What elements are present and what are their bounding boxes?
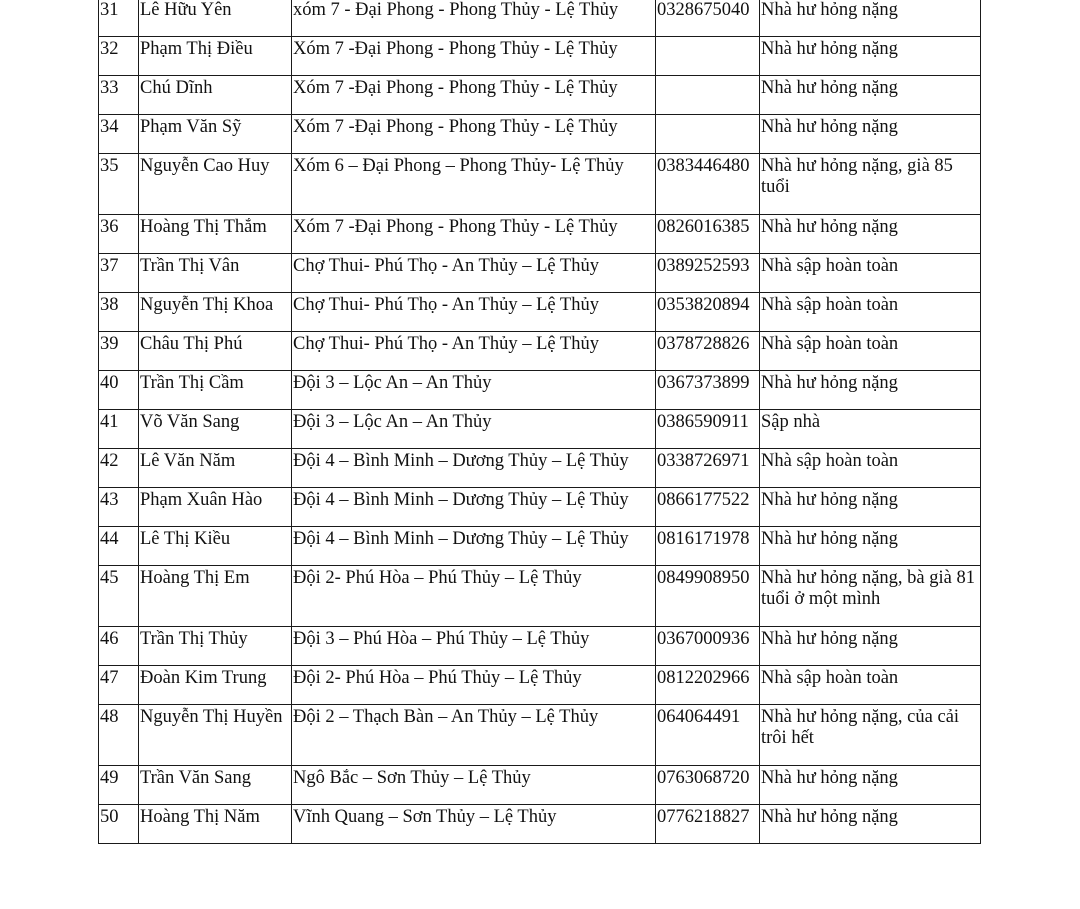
table-row [99,37,981,76]
table-row [99,215,981,254]
cell-name: Châu Thị Phú [139,332,292,371]
cell-note: Nhà hư hỏng nặng [760,627,981,666]
cell-no: 34 [99,115,139,154]
cell-phone: 0826016385 [656,215,760,254]
cell-address: Xóm 6 – Đại Phong – Phong Thủy- Lệ Thủy [292,154,656,215]
cell-note: Nhà hư hỏng nặng [760,371,981,410]
cell-no: 48 [99,705,139,766]
cell-no: 31 [99,0,139,37]
table-row [99,805,981,844]
cell-address: Ngô Bắc – Sơn Thủy – Lệ Thủy [292,766,656,805]
cell-address: Đội 3 – Lộc An – An Thủy [292,410,656,449]
cell-phone: 0812202966 [656,666,760,705]
cell-note: Nhà hư hỏng nặng, bà già 81 tuổi ở một mình [760,566,981,627]
relief-list-table [98,0,981,844]
cell-address: Đội 4 – Bình Minh – Dương Thủy – Lệ Thủy [292,488,656,527]
cell-name: Võ Văn Sang [139,410,292,449]
cell-no: 44 [99,527,139,566]
cell-no: 37 [99,254,139,293]
cell-phone: 0849908950 [656,566,760,627]
cell-phone [656,37,760,76]
cell-name: Lê Hữu Yên [139,0,292,37]
cell-address: Xóm 7 -Đại Phong - Phong Thủy - Lệ Thủy [292,115,656,154]
cell-name: Phạm Văn Sỹ [139,115,292,154]
cell-address: Đội 2 – Thạch Bàn – An Thủy – Lệ Thủy [292,705,656,766]
cell-no: 35 [99,154,139,215]
cell-address: Xóm 7 -Đại Phong - Phong Thủy - Lệ Thủy [292,76,656,115]
cell-address: Vĩnh Quang – Sơn Thủy – Lệ Thủy [292,805,656,844]
cell-name: Nguyễn Thị Huyền [139,705,292,766]
cell-note: Nhà hư hỏng nặng [760,488,981,527]
table-row [99,115,981,154]
cell-no: 40 [99,371,139,410]
cell-address: Đội 2- Phú Hòa – Phú Thủy – Lệ Thủy [292,566,656,627]
cell-phone: 0367000936 [656,627,760,666]
cell-address: Chợ Thui- Phú Thọ - An Thủy – Lệ Thủy [292,332,656,371]
cell-phone: 0866177522 [656,488,760,527]
cell-address: xóm 7 - Đại Phong - Phong Thủy - Lệ Thủy [292,0,656,37]
cell-name: Nguyễn Cao Huy [139,154,292,215]
cell-phone [656,115,760,154]
cell-note: Nhà hư hỏng nặng, già 85 tuổi [760,154,981,215]
table-row [99,766,981,805]
cell-name: Hoàng Thị Em [139,566,292,627]
cell-note: Nhà hư hỏng nặng [760,527,981,566]
cell-note: Nhà hư hỏng nặng [760,805,981,844]
cell-name: Nguyễn Thị Khoa [139,293,292,332]
cell-name: Phạm Xuân Hào [139,488,292,527]
cell-name: Lê Văn Năm [139,449,292,488]
cell-no: 46 [99,627,139,666]
cell-note: Nhà sập hoàn toàn [760,666,981,705]
cell-no: 36 [99,215,139,254]
cell-no: 47 [99,666,139,705]
table-row [99,527,981,566]
table-row [99,371,981,410]
table-row [99,488,981,527]
cell-note: Nhà sập hoàn toàn [760,293,981,332]
table-row [99,293,981,332]
cell-note: Nhà hư hỏng nặng, của cải trôi hết [760,705,981,766]
table-row [99,666,981,705]
cell-name: Hoàng Thị Năm [139,805,292,844]
cell-name: Trần Thị Cầm [139,371,292,410]
cell-address: Xóm 7 -Đại Phong - Phong Thủy - Lệ Thủy [292,37,656,76]
cell-name: Trần Thị Thủy [139,627,292,666]
cell-no: 50 [99,805,139,844]
cell-address: Đội 3 – Lộc An – An Thủy [292,371,656,410]
table-row [99,410,981,449]
cell-phone: 0353820894 [656,293,760,332]
cell-note: Nhà hư hỏng nặng [760,37,981,76]
cell-note: Nhà hư hỏng nặng [760,215,981,254]
cell-address: Đội 4 – Bình Minh – Dương Thủy – Lệ Thủy [292,527,656,566]
cell-phone: 0328675040 [656,0,760,37]
cell-phone: 0378728826 [656,332,760,371]
table-row [99,254,981,293]
cell-name: Hoàng Thị Thắm [139,215,292,254]
cell-no: 49 [99,766,139,805]
cell-note: Nhà sập hoàn toàn [760,332,981,371]
table-row [99,0,981,37]
table-row [99,154,981,215]
cell-no: 43 [99,488,139,527]
cell-name: Trần Thị Vân [139,254,292,293]
cell-name: Trần Văn Sang [139,766,292,805]
cell-name: Phạm Thị Điều [139,37,292,76]
cell-note: Nhà hư hỏng nặng [760,76,981,115]
cell-no: 41 [99,410,139,449]
cell-phone: 0386590911 [656,410,760,449]
cell-address: Đội 4 – Bình Minh – Dương Thủy – Lệ Thủy [292,449,656,488]
cell-note: Sập nhà [760,410,981,449]
cell-phone: 064064491 [656,705,760,766]
cell-name: Lê Thị Kiều [139,527,292,566]
cell-note: Nhà hư hỏng nặng [760,115,981,154]
cell-name: Đoàn Kim Trung [139,666,292,705]
cell-phone: 0367373899 [656,371,760,410]
cell-address: Xóm 7 -Đại Phong - Phong Thủy - Lệ Thủy [292,215,656,254]
table-row [99,332,981,371]
cell-note: Nhà sập hoàn toàn [760,254,981,293]
cell-note: Nhà hư hỏng nặng [760,0,981,37]
cell-phone: 0383446480 [656,154,760,215]
cell-no: 39 [99,332,139,371]
table-row [99,76,981,115]
cell-address: Chợ Thui- Phú Thọ - An Thủy – Lệ Thủy [292,254,656,293]
cell-note: Nhà hư hỏng nặng [760,766,981,805]
cell-phone: 0816171978 [656,527,760,566]
table-row [99,627,981,666]
cell-phone: 0763068720 [656,766,760,805]
cell-note: Nhà sập hoàn toàn [760,449,981,488]
cell-address: Đội 3 – Phú Hòa – Phú Thủy – Lệ Thủy [292,627,656,666]
cell-no: 32 [99,37,139,76]
table-row [99,449,981,488]
cell-name: Chú Dĩnh [139,76,292,115]
cell-no: 45 [99,566,139,627]
cell-address: Đội 2- Phú Hòa – Phú Thủy – Lệ Thủy [292,666,656,705]
table-row [99,705,981,766]
cell-no: 33 [99,76,139,115]
cell-no: 42 [99,449,139,488]
cell-phone: 0338726971 [656,449,760,488]
cell-phone: 0389252593 [656,254,760,293]
cell-phone: 0776218827 [656,805,760,844]
cell-no: 38 [99,293,139,332]
cell-address: Chợ Thui- Phú Thọ - An Thủy – Lệ Thủy [292,293,656,332]
table-row [99,566,981,627]
cell-phone [656,76,760,115]
